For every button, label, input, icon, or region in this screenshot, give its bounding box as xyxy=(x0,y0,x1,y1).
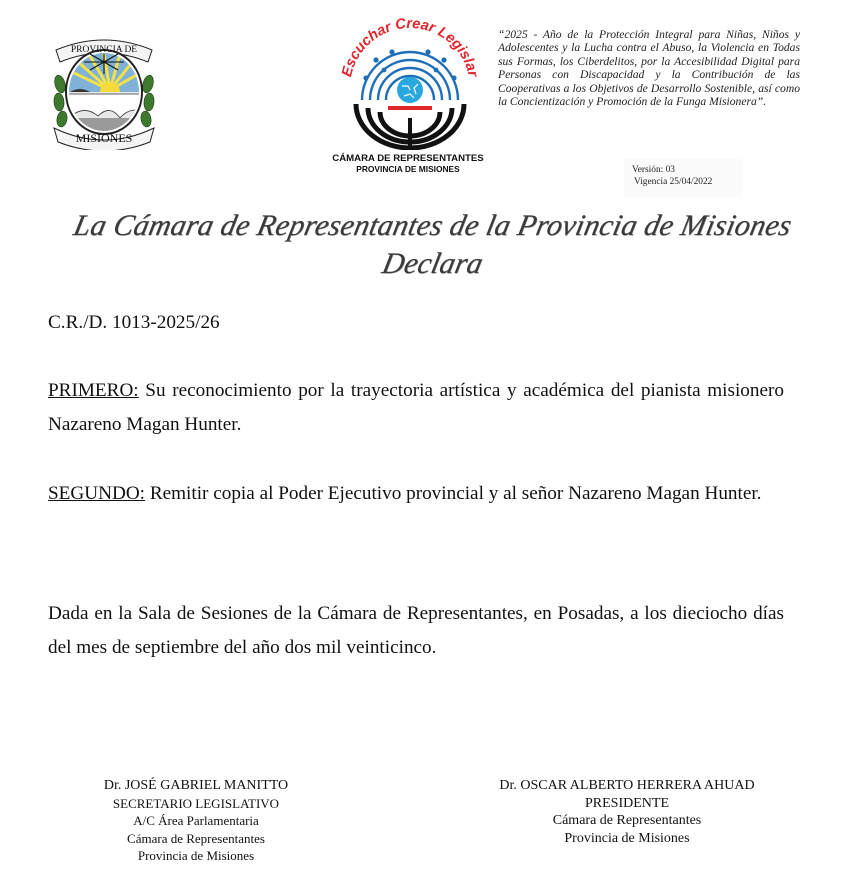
article-segundo xyxy=(48,477,784,511)
signer-province: Provincia de Misiones xyxy=(137,848,255,864)
signer-chamber: Cámara de Representantes xyxy=(127,830,265,846)
seal-bottom-text: MISIONES xyxy=(75,131,133,145)
article-label: SEGUNDO: xyxy=(48,483,146,504)
article-primero xyxy=(48,374,784,442)
signature-presidente xyxy=(472,777,782,847)
seal-emblem-icon xyxy=(50,32,158,150)
document-heading: La Cámara de Representantes de la Provincia de Misiones xyxy=(70,209,795,242)
vigencia-label: Vigencia 25/04/2022 xyxy=(634,177,713,187)
logo-caption-camara: CÁMARA DE REPRESENTANTES xyxy=(332,153,484,164)
document-subheading: Declara xyxy=(379,247,486,280)
signer-role: SECRETARIO LEGISLATIVO xyxy=(112,795,280,811)
year-motto: “2025 - Año de la Protección Integral para Niñas, Niños y Adolescentes y la Lucha contra el Abuso, la Violencia en Todas sus Formas, los Ciberdelitos, por la Accesibilidad Digital para Personas con Discapacidad y la Contribución de las Cooperativas a los Objetivos de Desarrollo Sostenible, así como la Concientización y Promoción de la Funga Misionera”. xyxy=(498,28,800,109)
signature-secretario xyxy=(76,777,316,865)
signer-name: Dr. JOSÉ GABRIEL MANITTO xyxy=(103,778,289,793)
signer-name: Dr. OSCAR ALBERTO HERRERA AHUAD xyxy=(499,778,755,793)
signer-area: A/C Área Parlamentaria xyxy=(133,813,259,829)
escuchar-crear-legislar-logo-icon xyxy=(336,18,484,150)
article-text: Su reconocimiento por la trayectoria artística y académica del pianista misionero Nazareno Magan Hunter. xyxy=(48,380,784,435)
signer-role: PRESIDENTE xyxy=(585,795,669,811)
logo-arc-text: Escuchar Crear Legislar xyxy=(339,18,481,79)
seal-top-text: PROVINCIA DE xyxy=(70,45,138,55)
camara-logo xyxy=(336,18,484,150)
closing-paragraph: Dada en la Sala de Sesiones de la Cámara de Representantes, en Posadas, a los dieciocho días del mes de septiembre del año dos mil veinticinco. xyxy=(48,603,784,658)
signer-province: Provincia de Misiones xyxy=(564,830,690,846)
version-label: Versión: 03 xyxy=(632,165,675,175)
article-text: Remitir copia al Poder Ejecutivo provincial y al señor Nazareno Magan Hunter. xyxy=(145,483,762,504)
signer-chamber: Cámara de Representantes xyxy=(552,813,702,828)
provincia-de-misiones-seal xyxy=(50,32,158,150)
document-reference: C.R./D. 1013-2025/26 xyxy=(48,312,220,333)
article-label: PRIMERO: xyxy=(48,380,139,401)
logo-caption-provincia: PROVINCIA DE MISIONES xyxy=(356,164,460,174)
